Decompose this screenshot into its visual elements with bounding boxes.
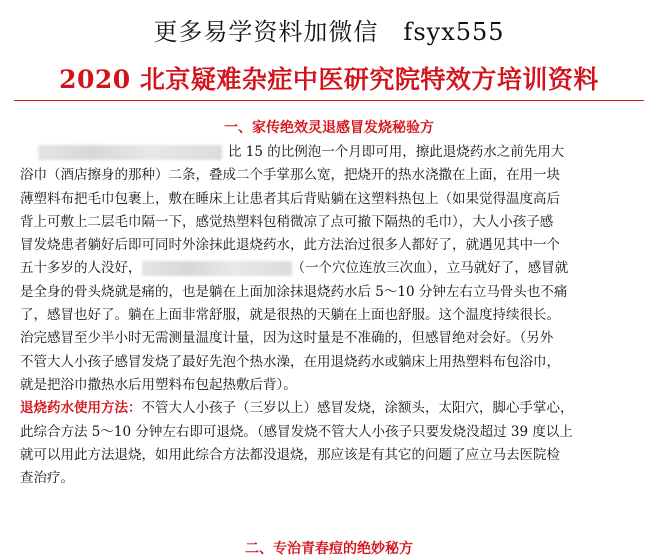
paragraph-line (20, 257, 580, 280)
section-1-body (20, 141, 580, 490)
paragraph-line (20, 351, 580, 374)
paragraph-line (20, 141, 580, 164)
paragraph-line (20, 304, 580, 327)
wechat-contact-header: 更多易学资料加微信 fsyx555 (153, 18, 505, 46)
paragraph-line (20, 444, 580, 467)
paragraph-text: 是全身的骨头烧就是痛的，也是躺在上面加涂抹退烧药水后 5～10 分钟左右立马骨头也不痛 (20, 283, 568, 300)
paragraph-text: 薄塑料布把毛巾包裹上，敷在睡床上让患者其后背贴躺在这塑料热包上（如果觉得温度高后 (20, 190, 560, 207)
section-heading-1: 一、家传绝效灵退感冒发烧秘验方 (224, 120, 434, 136)
paragraph-text: 五十多岁的人没好， (20, 260, 142, 277)
paragraph-text: 就是把浴巾撒热水后用塑料布包起热敷后背）。 (20, 376, 297, 393)
title-divider (14, 100, 644, 101)
paragraph-line (20, 234, 580, 257)
paragraph-text: 此综合方法 5～10 分钟左右即可退烧。（感冒发烧不管大人小孩子只要发烧没超过 39 度以上 (20, 423, 573, 440)
paragraph-text: 冒发烧患者躺好后即可同时外涂抹此退烧药水，此方法治过很多人都好了，就遇见其中一个 (20, 237, 560, 254)
paragraph-line (20, 421, 580, 444)
paragraph-line (20, 164, 580, 187)
paragraph-text: 查治疗。 (20, 470, 74, 487)
redacted-text (142, 261, 292, 276)
section-heading-2: 二、专治青春痘的绝妙秘方 (245, 541, 413, 557)
paragraph-text: 不管大人小孩子感冒发烧了最好先泡个热水澡，在用退烧药水或躺床上用热塑料布包浴巾， (20, 353, 560, 370)
paragraph-text: 治完感冒至少半小时无需测量温度计量，因为这时量是不准确的，但感冒绝对会好。（另外 (20, 330, 554, 347)
paragraph-text: 不管大人小孩子（三岁以上）感冒发烧，涂额头，太阳穴，脚心手掌心， (141, 400, 574, 417)
paragraph-line (20, 374, 580, 397)
paragraph-line (20, 188, 580, 211)
paragraph-text: （一个穴位连放三次血），立马就好了，感冒就 (291, 260, 569, 277)
paragraph-text: 浴巾（酒店擦身的那种）二条，叠成二个手掌那么宽，把烧开的热水浇撒在上面，在用一块 (20, 167, 560, 184)
paragraph-line (20, 397, 580, 420)
paragraph-line (20, 327, 580, 350)
usage-label: 退烧药水使用方法： (20, 400, 142, 417)
paragraph-line (20, 281, 580, 304)
paragraph-line (20, 211, 580, 234)
paragraph-text: 背上可敷上二层毛巾隔一下，感觉热塑料包稍微凉了点可撤下隔热的毛巾），大人小孩子感 (20, 213, 554, 230)
paragraph-line (20, 467, 580, 490)
paragraph-text: 了，感冒也好了。躺在上面非常舒服，就是很热的天躺在上面也舒服。这个温度持续很长。 (20, 307, 560, 324)
redacted-text (38, 145, 222, 160)
paragraph-text: 比 15 的比例泡一个月即可用，擦此退烧药水之前先用大 (228, 144, 565, 160)
document-title: 2020 北京疑难杂症中医研究院特效方培训资料 (59, 65, 599, 94)
paragraph-text: 就可以用此方法退烧，如用此综合方法都没退烧，那应该是有其它的问题了应立马去医院检 (20, 446, 560, 463)
